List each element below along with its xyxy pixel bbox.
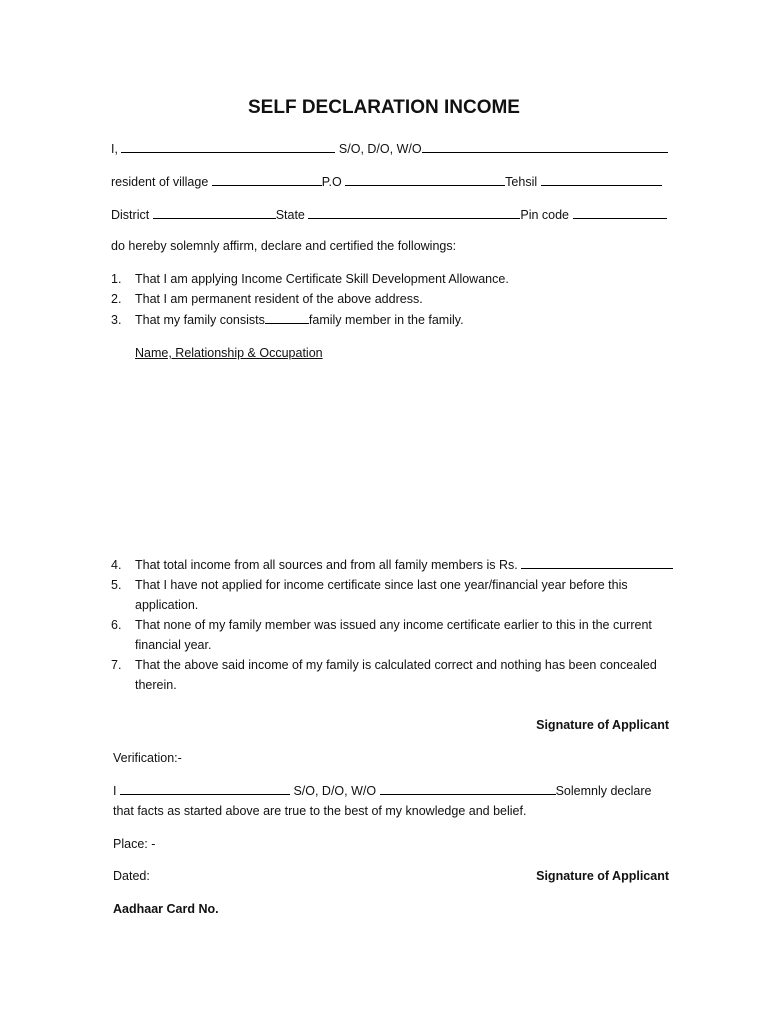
verification-line: I S/O, D/O, W/O Solemnly declare	[113, 784, 652, 798]
family-count-field[interactable]	[265, 311, 309, 324]
list-item-continuation: therein.	[135, 678, 177, 692]
state-field[interactable]	[308, 206, 520, 219]
state-label: State	[275, 208, 305, 222]
name-line	[111, 140, 668, 157]
signature-label: Signature of Applicant	[536, 869, 669, 883]
list-item: 6. That none of my family member was issued any income certificate earlier to this in the current	[111, 618, 652, 632]
list-item: 5. That I have not applied for income certificate since last one year/financial year before this	[111, 578, 628, 592]
list-item: 2. That I am permanent resident of the above address.	[111, 292, 423, 306]
signature-label: Signature of Applicant	[536, 718, 669, 732]
list-item: 1. That I am applying Income Certificate Skill Development Allowance.	[111, 272, 509, 286]
relation-field[interactable]	[422, 140, 668, 153]
village-field[interactable]	[212, 173, 322, 186]
list-item: 3. That my family consists family member in the family.	[111, 313, 464, 327]
district-line	[111, 206, 667, 223]
income-field[interactable]	[521, 556, 673, 569]
po-field[interactable]	[345, 173, 505, 186]
verification-heading: Verification:-	[113, 751, 182, 765]
list-item: 4. That total income from all sources and from all family members is Rs.	[111, 556, 673, 573]
aadhaar-label: Aadhaar Card No.	[113, 902, 219, 916]
verifier-relation-field[interactable]	[380, 782, 556, 795]
page-title: SELF DECLARATION INCOME	[248, 97, 520, 118]
po-label: P.O	[321, 175, 342, 189]
address-line	[111, 173, 662, 190]
verification-statement: that facts as started above are true to the best of my knowledge and belief.	[113, 804, 527, 818]
tehsil-field[interactable]	[541, 173, 662, 186]
tehsil-label: Tehsil	[505, 175, 538, 189]
list-item-continuation: application.	[135, 598, 199, 612]
family-heading: Name, Relationship & Occupation	[135, 346, 323, 360]
dated-label: Dated:	[113, 869, 150, 883]
relation-label: S/O, D/O, W/O	[338, 142, 422, 156]
list-item-continuation: financial year.	[135, 638, 212, 652]
pincode-field[interactable]	[573, 206, 667, 219]
place-label: Place: -	[113, 837, 156, 851]
district-label: District	[111, 208, 150, 222]
affirm-text: do hereby solemnly affirm, declare and certified the followings:	[111, 239, 457, 253]
village-label: resident of village	[111, 175, 209, 189]
pincode-label: Pin code	[520, 208, 570, 222]
name-prefix: I,	[111, 142, 118, 156]
name-field[interactable]	[121, 140, 335, 153]
district-field[interactable]	[153, 206, 276, 219]
verifier-name-field[interactable]	[120, 782, 290, 795]
list-item: 7. That the above said income of my family is calculated correct and nothing has been concealed	[111, 658, 657, 672]
